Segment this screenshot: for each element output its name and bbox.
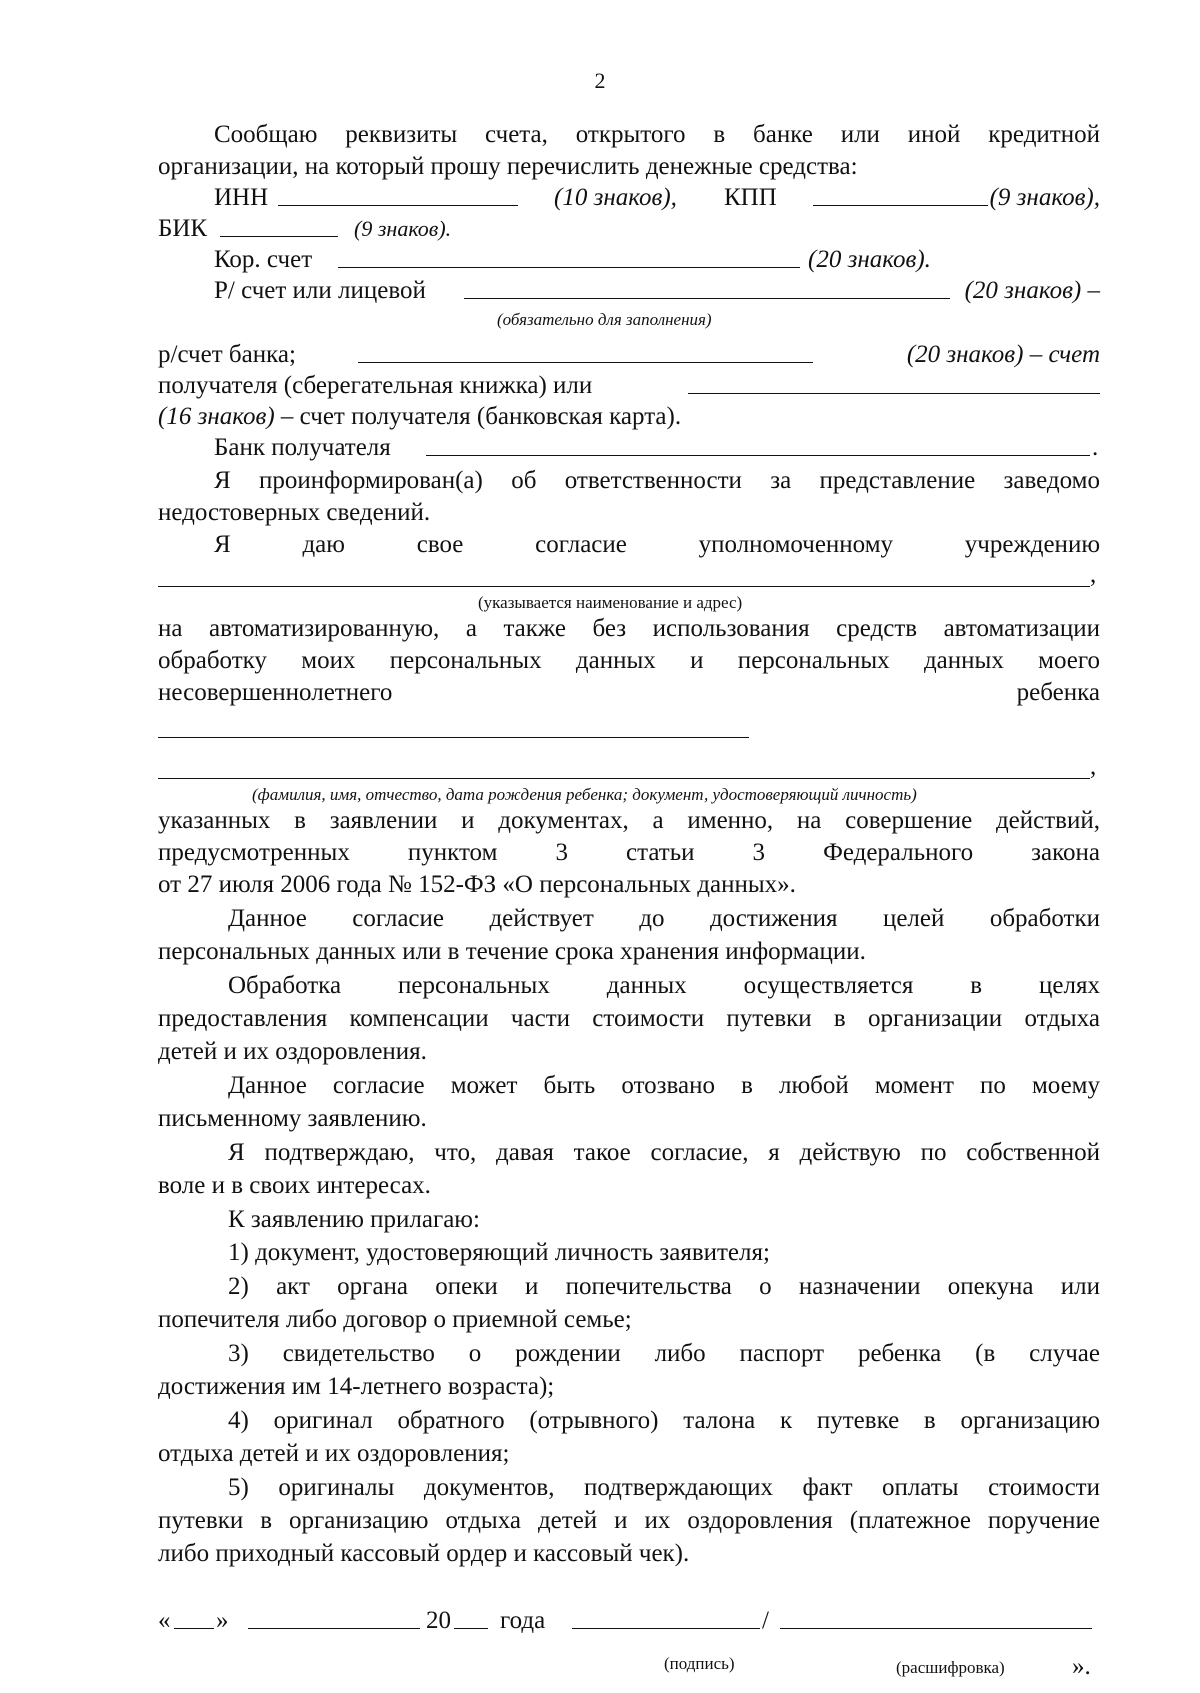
- intro-line-1: Сообщаю реквизиты счета, открытого в банке или иной кредитной: [214, 121, 1100, 148]
- institution-comma: ,: [1090, 561, 1097, 588]
- auto-line-2: обработку моих персональных данных и персональных данных моего: [158, 647, 1100, 674]
- attach-item-5-line-3: либо приходный кассовый ордер и кассовый чек).: [158, 1540, 690, 1567]
- inn-label: ИНН: [214, 184, 269, 211]
- auto-line-3-right: ребенка: [1016, 679, 1100, 706]
- auto-line-1: на автоматизированную, а также без использования средств автоматизации: [158, 615, 1100, 642]
- date-quote-open: «: [158, 1607, 171, 1634]
- bik-field[interactable]: [220, 214, 338, 237]
- bank-rs-hint: (20 знаков) – счет: [906, 341, 1100, 368]
- attach-item-3-line-2: достижения им 14-летнего возраста);: [158, 1373, 555, 1400]
- signature-slash: /: [762, 1607, 769, 1634]
- kor-hint: (20 знаков).: [808, 246, 931, 273]
- year-field[interactable]: [454, 1606, 488, 1629]
- bank-end: .: [1092, 434, 1099, 461]
- savings-text: получателя (сберегательная книжка) или: [158, 372, 593, 399]
- purpose-line-3: детей и их оздоровления.: [158, 1038, 427, 1065]
- attach-item-2-line-2: попечителя либо договор о приемной семье;: [158, 1306, 632, 1333]
- inn-field[interactable]: [278, 183, 518, 206]
- kor-label: Кор. счет: [214, 246, 313, 273]
- bik-label: БИК: [158, 215, 208, 242]
- card-field[interactable]: [688, 371, 1100, 394]
- valid-line-2: персональных данных или в течение срока хранения информации.: [158, 938, 866, 965]
- law-line-1: указанных в заявлении и документах, а именно, на совершение действий,: [158, 807, 1100, 834]
- rs-caption: (обязательно для заполнения): [497, 310, 712, 329]
- savings-line: [158, 371, 1100, 401]
- bank-rs-field[interactable]: [358, 340, 813, 363]
- law-line-3: от 27 июля 2006 года № 152-ФЗ «О персональных данных».: [158, 871, 796, 898]
- rs-field[interactable]: [464, 276, 950, 299]
- consent-line: Я даю свое согласие уполномоченному учреждению: [214, 531, 1100, 558]
- law-line-2: предусмотренных пунктом 3 статьи 3 Федерального закона: [158, 839, 1100, 866]
- revoke-line-1: Данное согласие может быть отозвано в любой момент по моему: [228, 1072, 1100, 1099]
- child-field-1[interactable]: [158, 737, 749, 738]
- purpose-line-2: предоставления компенсации части стоимости путевки в организации отдыха: [158, 1005, 1100, 1032]
- attach-item-3-line-1: 3) свидетельство о рождении либо паспорт ребенка (в случае: [228, 1340, 1100, 1367]
- kpp-hint: (9 знаков),: [989, 184, 1100, 211]
- attach-item-2-line-1: 2) акт органа опеки и попечительства о назначении опекуна или: [228, 1273, 1100, 1300]
- signature-field[interactable]: [572, 1606, 760, 1629]
- intro-line-2: организации, на который прошу перечислить денежные средства:: [158, 153, 858, 180]
- resp-line-1: Я проинформирован(а) об ответственности за представление заведомо: [214, 467, 1100, 494]
- attach-item-5-line-1: 5) оригиналы документов, подтверждающих факт оплаты стоимости: [228, 1474, 1100, 1501]
- institution-caption: (указывается наименование и адрес): [478, 593, 743, 612]
- revoke-line-2: письменному заявлению.: [158, 1105, 427, 1132]
- bank-rs-line: [158, 340, 1100, 370]
- resp-line-2: недостоверных сведений.: [158, 499, 431, 526]
- auto-line-3-left: несовершеннолетнего: [158, 679, 393, 706]
- child-caption: (фамилия, имя, отчество, дата рождения ребенка; документ, удостоверяющий личность): [252, 785, 917, 804]
- card-hint: (16 знаков): [158, 403, 275, 430]
- year-prefix: 20: [426, 1607, 451, 1634]
- valid-line-1: Данное согласие действует до достижения целей обработки: [228, 905, 1100, 932]
- will-line-1: Я подтверждаю, что, давая такое согласие, я действую по собственной: [228, 1139, 1100, 1166]
- kor-field[interactable]: [338, 245, 800, 268]
- purpose-line-1: Обработка персональных данных осуществляется в целях: [228, 972, 1100, 999]
- child-field-2[interactable]: [158, 778, 1090, 779]
- attach-item-1: 1) документ, удостоверяющий личность заявителя;: [228, 1239, 770, 1266]
- year-label: года: [500, 1607, 546, 1634]
- decode-caption: (расшифровка): [896, 1658, 1005, 1677]
- signature-end: ».: [1072, 1653, 1091, 1680]
- date-quote-close: »: [216, 1607, 229, 1634]
- date-day-field[interactable]: [174, 1606, 214, 1629]
- signature-caption: (подпись): [664, 1654, 735, 1673]
- card-text: – счет получателя (банковская карта).: [274, 403, 682, 430]
- bank-rs-label: р/счет банка;: [158, 341, 296, 368]
- attach-item-4-line-1: 4) оригинал обратного (отрывного) талона к путевке в организацию: [228, 1407, 1100, 1434]
- kpp-field[interactable]: [813, 183, 988, 206]
- page-number: 2: [594, 68, 606, 93]
- auto-line-3: [158, 678, 1100, 708]
- child-comma: ,: [1090, 753, 1097, 780]
- bank-field[interactable]: [426, 433, 1090, 456]
- will-line-2: воле и в своих интересах.: [158, 1172, 431, 1199]
- bik-hint: (9 знаков).: [354, 216, 452, 241]
- attach-heading: К заявлению прилагаю:: [228, 1206, 480, 1233]
- bank-label: Банк получателя: [214, 434, 391, 461]
- card-line: [158, 402, 1100, 432]
- date-month-field[interactable]: [248, 1606, 420, 1629]
- attach-item-4-line-2: отдыха детей и их оздоровления;: [158, 1440, 510, 1467]
- kpp-label: КПП: [724, 184, 777, 211]
- decode-field[interactable]: [780, 1606, 1092, 1629]
- attach-item-5-line-2: путевки в организацию отдыха детей и их оздоровления (платежное поручение: [158, 1507, 1100, 1534]
- rs-hint: (20 знаков) –: [964, 277, 1100, 304]
- rs-label: Р/ счет или лицевой: [214, 277, 426, 304]
- institution-field[interactable]: [158, 586, 1090, 587]
- inn-hint: (10 знаков),: [554, 184, 677, 211]
